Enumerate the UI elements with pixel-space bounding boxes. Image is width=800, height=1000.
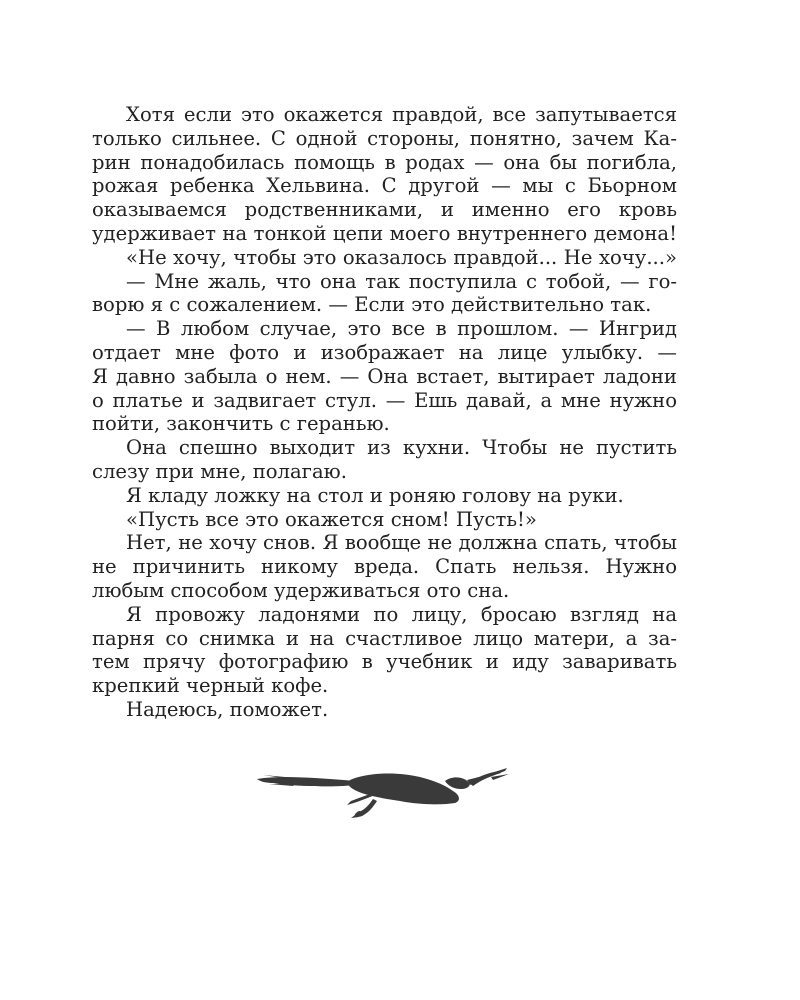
flying-bird-icon xyxy=(255,765,510,820)
body-text xyxy=(92,103,677,722)
text-line: пойти, закончить с геранью. xyxy=(92,412,390,436)
text-line: отдает мне фото и изображает на лице улыбку. — xyxy=(92,340,677,364)
text-line: — Мне жаль, что она так поступила с тобой, — го- xyxy=(126,269,677,293)
text-line: только сильнее. С одной стороны, понятно, зачем Ка- xyxy=(92,126,677,150)
text-line: — В любом случае, это все в прошлом. — Ингрид xyxy=(126,317,677,341)
paragraph xyxy=(92,103,677,246)
text-line: о платье и задвигает стул. — Ешь давай, а мне нужно xyxy=(92,388,677,412)
text-line: рожая ребенка Хельвина. С другой — мы с Бьорном xyxy=(92,174,677,198)
text-line: тем прячу фотографию в учебник и иду заваривать xyxy=(92,650,677,674)
text-line: любым способом удерживаться ото сна. xyxy=(92,578,510,602)
text-line: рин понадобилась помощь в родах — она бы погибла, xyxy=(92,150,677,174)
text-line: Хотя если это окажется правдой, все запутывается xyxy=(126,103,677,126)
text-line: оказываемся родственниками, и именно его кровь xyxy=(92,198,677,222)
paragraph xyxy=(92,246,677,270)
paragraph xyxy=(92,603,677,698)
paragraph xyxy=(92,698,677,722)
text-line: не причинить никому вреда. Спать нельзя. Нужно xyxy=(92,555,677,579)
text-line: Она спешно выходит из кухни. Чтобы не пустить xyxy=(126,436,677,460)
text-line: Нет, не хочу снов. Я вообще не должна спать, чтобы xyxy=(126,531,677,555)
text-line: слезу при мне, полагаю. xyxy=(92,459,347,483)
text-line: удерживает на тонкой цепи моего внутреннего демона! xyxy=(92,221,677,245)
text-line: Я давно забыла о нем. — Она встает, вытирает ладони xyxy=(92,364,677,388)
text-line: «Не хочу, чтобы это оказалось правдой... Не хочу...» xyxy=(126,245,677,269)
paragraph xyxy=(92,436,677,484)
text-line: парня со снимка и на счастливое лицо матери, а за- xyxy=(92,626,677,650)
text-line: Я провожу ладонями по лицу, бросаю взгляд на xyxy=(126,602,677,626)
paragraph xyxy=(92,484,677,508)
text-line: Надеюсь, поможет. xyxy=(126,697,329,721)
text-line: ворю я с сожалением. — Если это действительно так. xyxy=(92,293,652,317)
text-line: крепкий черный кофе. xyxy=(92,674,329,698)
paragraph xyxy=(92,270,677,318)
paragraph xyxy=(92,317,677,436)
paragraph xyxy=(92,531,677,602)
text-line: Я кладу ложку на стол и роняю голову на руки. xyxy=(126,483,624,507)
paragraph xyxy=(92,508,677,532)
text-line: «Пусть все это окажется сном! Пусть!» xyxy=(126,507,537,531)
